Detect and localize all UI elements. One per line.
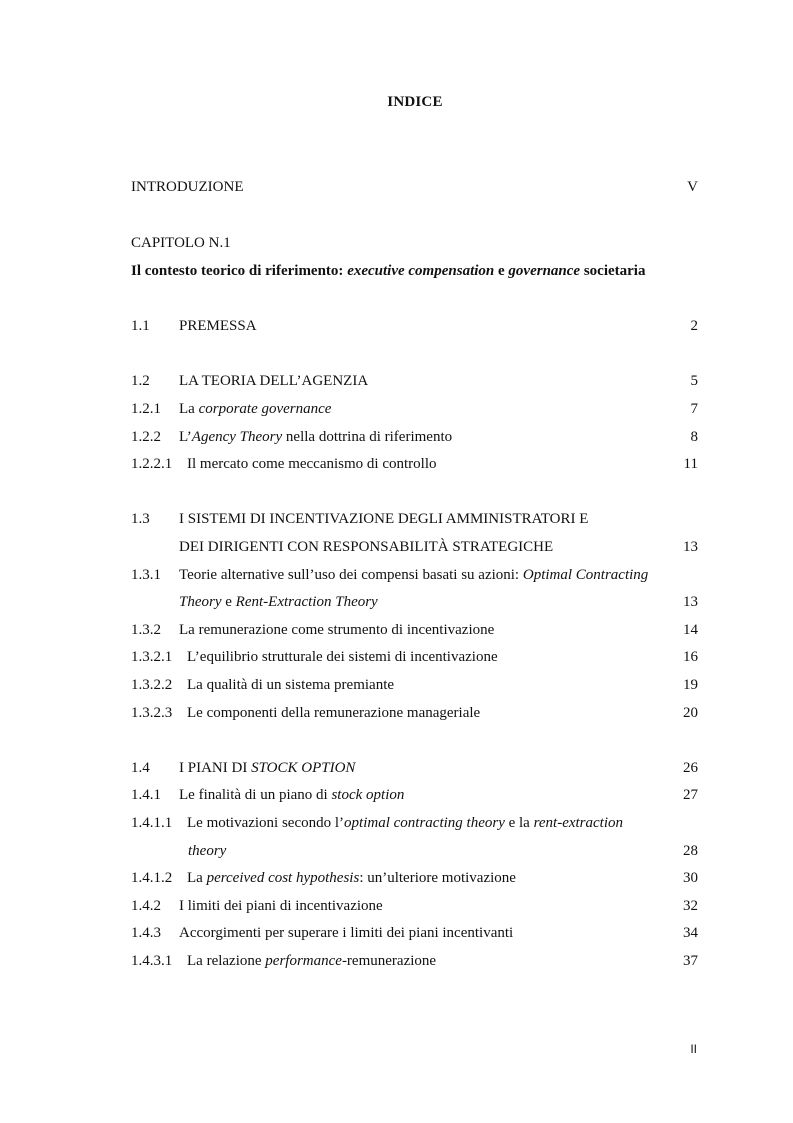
toc-entry-introduzione[interactable] xyxy=(131,177,698,197)
toc-entry-1-3-cont[interactable]: DEI DIRIGENTI CON RESPONSABILITÀ STRATEGICHE 13 xyxy=(179,539,698,555)
toc-entry-1-3-1-cont[interactable]: Theory e Rent-Extraction Theory 13 xyxy=(179,594,698,610)
toc-entry-1-3-2-2[interactable]: 1.3.2.2 La qualità di un sistema premiante 19 xyxy=(131,677,698,693)
chapter-label: CAPITOLO N.1 xyxy=(131,235,231,251)
toc-entry-1-4-3[interactable]: 1.4.3 Accorgimenti per superare i limiti dei piani incentivanti 34 xyxy=(131,925,698,941)
toc-entry-1-3-2[interactable]: 1.3.2 La remunerazione come strumento di incentivazione 14 xyxy=(131,622,698,638)
toc-entry-1-4-1-2[interactable]: 1.4.1.2 La perceived cost hypothesis: un’ulteriore motivazione 30 xyxy=(131,870,698,886)
toc-entry-1-4-1-1-cont[interactable]: theory 28 xyxy=(188,843,698,859)
page-title: INDICE xyxy=(387,94,443,110)
toc-label: INTRODUZIONE xyxy=(131,179,244,195)
toc-entry-1-4-3-1[interactable]: 1.4.3.1 La relazione performance-remunerazione 37 xyxy=(131,953,698,969)
toc-entry-1-2-2[interactable]: 1.2.2 L’Agency Theory nella dottrina di riferimento 8 xyxy=(131,429,698,445)
toc-entry-1-1[interactable]: 1.1 PREMESSA 2 xyxy=(131,318,698,334)
page-number: II xyxy=(690,1042,697,1056)
toc-entry-1-3-2-3[interactable]: 1.3.2.3 Le componenti della remunerazione manageriale 20 xyxy=(131,705,698,721)
toc-entry-1-3-1[interactable]: 1.3.1 Teorie alternative sull’uso dei compensi basati su azioni: Optimal Contracting xyxy=(131,567,649,583)
toc-entry-1-4-1-1[interactable]: 1.4.1.1 Le motivazioni secondo l’optimal contracting theory e la rent-extraction xyxy=(131,815,624,831)
chapter-subtitle: Il contesto teorico di riferimento: executive compensation e governance societaria xyxy=(131,263,646,279)
toc-entry-1-3[interactable]: 1.3 I SISTEMI DI INCENTIVAZIONE DEGLI AMMINISTRATORI E xyxy=(131,511,589,527)
toc-entry-1-2[interactable]: 1.2 LA TEORIA DELL’AGENZIA 5 xyxy=(131,373,698,389)
toc-entry-1-3-2-1[interactable]: 1.3.2.1 L’equilibrio strutturale dei sistemi di incentivazione 16 xyxy=(131,649,698,665)
toc-entry-1-4-2[interactable]: 1.4.2 I limiti dei piani di incentivazione 32 xyxy=(131,898,698,914)
toc-entry-1-2-2-1[interactable]: 1.2.2.1 Il mercato come meccanismo di controllo 11 xyxy=(131,456,698,472)
toc-entry-1-4[interactable]: 1.4 I PIANI DI STOCK OPTION 26 xyxy=(131,760,698,776)
toc-entry-1-2-1[interactable]: 1.2.1 La corporate governance 7 xyxy=(131,401,698,417)
toc-entry-1-4-1[interactable]: 1.4.1 Le finalità di un piano di stock option 27 xyxy=(131,787,698,803)
toc-page: V xyxy=(687,179,698,195)
